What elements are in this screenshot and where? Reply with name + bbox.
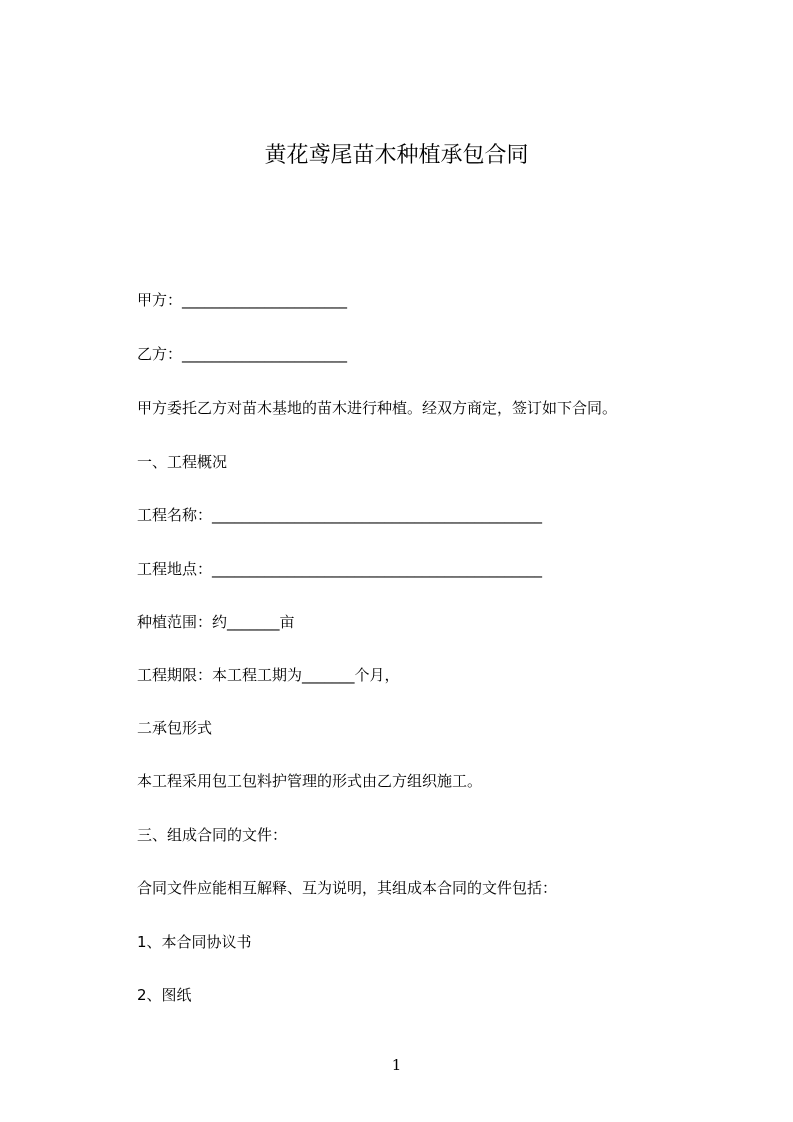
contract-form-paragraph: 本工程采用包工包料护管理的形式由乙方组织施工。 bbox=[137, 772, 483, 790]
page-number: 1 bbox=[391, 1056, 402, 1074]
list-item-agreement: 1、本合同协议书 bbox=[137, 933, 252, 951]
party-b-line: 乙方：______________________ bbox=[137, 345, 348, 363]
planting-scope-line: 种植范围：约_______亩 bbox=[137, 613, 295, 631]
list-item-drawings: 2、图纸 bbox=[137, 986, 192, 1004]
document-title: 黄花鸢尾苗木种植承包合同 bbox=[264, 143, 529, 168]
section-heading-contract-form: 二承包形式 bbox=[137, 719, 213, 737]
project-name-line: 工程名称：____________________________________________ bbox=[137, 506, 543, 524]
project-location-line: 工程地点：____________________________________________ bbox=[137, 560, 543, 578]
project-duration-line: 工程期限：本工程工期为_______个月， bbox=[137, 666, 400, 684]
intro-paragraph: 甲方委托乙方对苗木基地的苗木进行种植。经双方商定，签订如下合同。 bbox=[137, 399, 618, 417]
section-heading-project-overview: 一、工程概况 bbox=[137, 453, 228, 471]
section-heading-contract-documents: 三、组成合同的文件： bbox=[137, 826, 288, 844]
party-a-line: 甲方：______________________ bbox=[137, 291, 348, 309]
contract-documents-paragraph: 合同文件应能相互解释、互为说明，其组成本合同的文件包括： bbox=[137, 879, 558, 897]
